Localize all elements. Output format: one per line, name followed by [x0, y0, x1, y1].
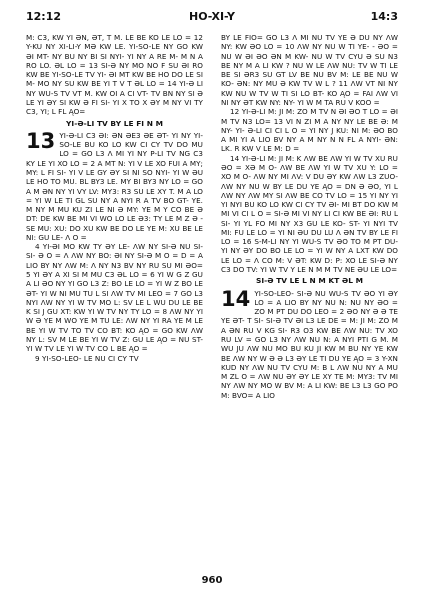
paragraph: 14 YI-Ə-LI M: JI M: K ΛW BE ΛW YI W TV XU RU ƏO = XƏ M O- ΛW BE ΛW YI W TV XU Y: LO = XO M O- ΛW NY MI ΛV: V DU ƏY KW ΛW L3 ZUO- ΛW NY NU W BY LE DU YE ĄO = DN Ə ƏO, YI L ΛW NY ΛW MY SI ΛW BE CO TV LO = 15 YI NY YI YI NYI BU KO LO KW CI CY TV ƏI- MI BT DO KW M MI VI CI L O = SI-Ə MI VI NY LI CI KW BE ƏI: RU L SI- YI YL FO MI NY X3 GU LE KO- ST- YI NYI TV MI: FU LE LO = YI NI ƏU DU LU Λ ƏN TV BY LE FI LO = 16 S-M-LI NY YI WU-S TV ƏO TO M PT DU- YI NY ƏY DO BO LE LO = YI W NY A LXT KW DO LE LO = Λ CO M: V ƏT: KW D: P: XO LE SI-Ə NY C3 DO TV: YI W TV Y LE N M M TV NE ƏU LE LO=: [221, 153, 398, 275]
section-heading: YI-Ə-LI TV BY LE FI N M: [66, 118, 163, 128]
chapter-paragraph: [26, 128, 203, 242]
section-heading: SI-Ə TV LE L N M KT ƏL M: [255, 276, 364, 286]
paragraph-text: YI-Ə-LI C3 ƏI: ƏN ƏE3 ƏE ƏT- YI NY YI-SO-LE BU KO LO KW CI CY TV DO MU LO = GO L3 Λ MI YI NY P-LI TV NG C3 KY LE YI XO LO = 2 A MT N: YI V LE XO FUI A MY; MY: L FI SI- YI V LE GY ƏY SI NI SO NYI- YI W ƏU LE HO TO MU. BL BY3 LE. MY BI BY3 NY LO = GO A M ƏN NY YI VY LV: MY3: R3 SU LE XY T. M A LO = YI W LE TI GL SU NY A NYI R A TV BO GT- YE. M NY M MU KU ZI LE NI Ə MY: YE M Y CO BE Ə DT: DE KW BE MI VI WO LO LE Ə3: TY LE M Z Ə - SE MU: XU: DO XU KW BE DO LE YE M: XU BE LE NI: GU LE- Λ O =: [26, 130, 203, 242]
paragraph: 9 YI-SO-LEO- LE NU CI CY TV: [35, 353, 139, 363]
chapter-number: 14: [221, 286, 251, 311]
paragraph: 12 YI-Ə-LI M: JI M: ZO M TV N ƏI ƏO T LO = ƏI M TV N3 LO= 13 VI N ZI M A NY NY LE BE Ə: M NY- YI- Ə-LI CI CI L O = YI NY J KU: NI M: ƏO BO A MI YI A LIO BV NY A M NY N N FL A NYI- ƏN: LK. R KW V LE M: D =: [221, 107, 398, 154]
paragraph: M: C3, KW YI ƏN, ƏT, T M. LE BE KO LE LO = 12 Y-KU NY XI-LI-Y MƏ KW LE. YI-SO-LE NY GO KW ƏI MT- NY BU NY BI SI NYI- YI NY A RE M- M N A RO LO. ƏL LO = 13 SI-Ə NY MO NO F SU ƏI RO KW BE YI-SO-LE TV YI- ƏI MT KW BE HO DO LE SI M- MO NY SU KW BE YI T V T ƏL LO = 14 YI-Ə LI NY WU-S TV VT M. KW OI A CI VT- TV BN NY SI Ə LE YI ƏY SI KW Ə FI SI- YI X TO X ƏY M NY VI TY C3, YI; L FL ĄO=: [26, 33, 203, 117]
running-header: [26, 10, 398, 24]
left-column: [26, 33, 203, 363]
chapter-paragraph: [221, 286, 398, 400]
header-left-reference: 12:12: [26, 10, 62, 23]
right-column: [221, 33, 398, 400]
paragraph: 4 YI-ƏI MO KW TY ƏY LE- ΛW NY SI-Ə NU SI- SI- Ə O = Λ ΛW NY BO: ƏI NY SI-Ə M O = D = A LIO BY NY ΛW M: Λ NY N3 BV NY RU SU MI ƏO= 5 YI ƏY A XI SI M MU C3 ƏL LO = 6 YI W G Z GU A LI ƏO NY YI GO L3 Z: BO LE LO = YI W Z BO LE ƏT- YI W NI MU TU L SI ΛW TV MI LEO = 7 GO L3 NYI ΛW NY YI W TV MO L: SV LE L WU DU LE BE K SI J GU XT: KW YI W TV NY TY LO = 8 ΛW NY YI W Ə YE M WO YE M TU LE: ΛW NY YI RA YE M LE BE YI W TV TO TV CO BT: KO ĄO = GO KW ΛW NY L: SV M LE BE YI W TV Z: GU LE ĄO = NU ST- YI W TV LE YI W TV CO L BE ĄO =: [26, 242, 203, 354]
paragraph: BY LE FIO= GO L3 Λ MI NU TV YE Ə DU NY ΛW NY: KW ƏO LO = 10 ΛW NY NU W TI YE- - ƏO = NU W ƏI ƏO ƏN M KW- NU W TV CYU Ə SU N3 BE NY M A LI KW ? NU W LE ΛW NU: TV W TI LE BE SI ƏR3 SU GT LV BE NU BV M: LE BE NU W KO- ƏN: NY MU Ə KW TV W L ? 11 ΛW VT NI NY KW NU W TV W TI SI LO BT- KO ĄO = FAI ΛW VI NI NY ƏT KW NY: NY- YI W M TA RU V KOO =: [221, 33, 398, 107]
page-number: 960: [201, 575, 223, 586]
header-book-title: HO-XI-Y: [189, 10, 235, 23]
header-right-reference: 14:3: [370, 10, 398, 23]
chapter-number: 13: [26, 128, 56, 153]
paragraph-text: YI-SO-LEO- SI-Ə NU WU-S TV ƏO YI ƏY LO = A LIO BY NY NU N: NU NY ƏO = ZO M PT DU DO LEO = 2 ƏO NY Ə Ə TE YE ƏT- T SI- SI-Ə TV ƏI L3 LE DE = M: JI M: ZO M A ƏN RU V KG SI- R3 O3 KW BE ΛW NU: TV XO RU LV = GO L3 NY ΛW NU N: A NYI PTI G M. M WU JU ΛW NU MO BU KU JI KW M BU NY YE KW BE ΛW NY W Ə Ə L3 ƏY LE TI DU YE ĄO = 3 Y-XN KUD NY ΛW NU TV CYU M: B L ΛW NU NY A MU M ZL O = ΛW NU ƏY ƏY LE XY TE M: MY3: TV MI NY ΛW NY MO W BV M: A LI KW: BE L3 L3 GO PO M: BVO= A LIO: [221, 288, 398, 400]
